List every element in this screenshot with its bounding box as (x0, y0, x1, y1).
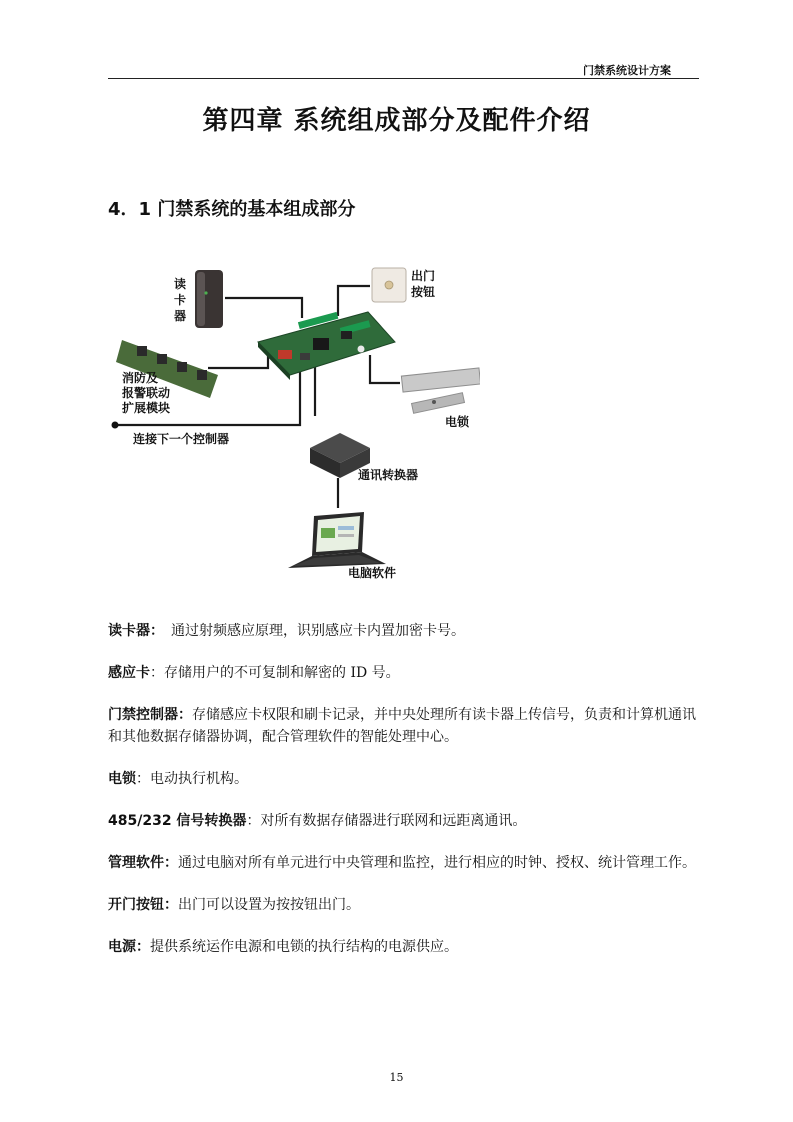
definition-text: 出门可以设置为按按钮出门。 (178, 897, 360, 913)
definition-power (108, 936, 703, 958)
definition-text: ：电动执行机构。 (136, 771, 248, 787)
definition-term: 管理软件： (108, 855, 178, 871)
page-number: 15 (389, 1071, 404, 1084)
running-title: 门禁系统设计方案 (583, 64, 671, 77)
exit-button-label-1: 出门 (411, 269, 436, 283)
definition-term: 读卡器： (108, 623, 157, 639)
definition-text: 通过电脑对所有单元进行中央管理和监控，进行相应的时钟、授权、统计管理工作。 (178, 855, 696, 871)
definitions-list (108, 620, 703, 978)
definition-term: 开门按钮： (108, 897, 178, 913)
definition-term: 485/232 信号转换器 (108, 813, 247, 829)
definition-text: 提供系统运作电源和电锁的执行结构的电源供应。 (150, 939, 458, 955)
definition-converter (108, 810, 703, 832)
definition-term: 感应卡 (108, 665, 150, 681)
electric-lock-label: 电锁 (445, 415, 470, 429)
definition-text: ：存储用户的不可复制和解密的 ID 号。 (150, 665, 400, 681)
fire-module-label-1: 消防及 (122, 371, 159, 385)
card-reader-device (195, 270, 223, 328)
card-reader-label-2: 卡 (174, 293, 187, 307)
definition-card-reader (108, 620, 703, 642)
system-diagram (100, 250, 480, 590)
definition-term: 电锁 (108, 771, 136, 787)
card-reader-label-1: 读 (174, 277, 187, 291)
next-controller-terminal (112, 422, 119, 429)
definition-software (108, 852, 703, 874)
computer-software-label: 电脑软件 (348, 566, 397, 580)
definition-term: 电源： (108, 939, 150, 955)
card-reader-label-3: 器 (174, 309, 187, 323)
definition-exit-button (108, 894, 703, 916)
definition-controller (108, 704, 703, 748)
running-header (108, 58, 699, 79)
chapter-title: 第四章 系统组成部分及配件介绍 (202, 106, 591, 136)
fire-module-label-3: 扩展模块 (122, 401, 171, 415)
definition-text: ：对所有数据存储器进行联网和远距离通讯。 (246, 813, 527, 829)
electric-lock-device (401, 368, 480, 413)
fire-module-label-2: 报警联动 (122, 386, 171, 400)
definition-text: 存储感应卡权限和刷卡记录，并中央处理所有读卡器上传信号，负责和计算机通讯和其他数据存储器协调，配合管理软件的智能处理中心。 (108, 707, 696, 745)
exit-button-device (372, 268, 406, 302)
definition-text: 通过射频感应原理，识别感应卡内置加密卡号。 (157, 623, 465, 639)
definition-lock (108, 768, 703, 790)
exit-button-label-2: 按钮 (411, 285, 436, 299)
laptop-device (288, 512, 386, 568)
definition-term: 门禁控制器： (108, 707, 192, 723)
controller-board (258, 312, 395, 380)
definition-card (108, 662, 703, 684)
section-title: 4．1 门禁系统的基本组成部分 (108, 199, 356, 220)
next-controller-label: 连接下一个控制器 (133, 432, 230, 446)
converter-label: 通讯转换器 (358, 468, 419, 482)
